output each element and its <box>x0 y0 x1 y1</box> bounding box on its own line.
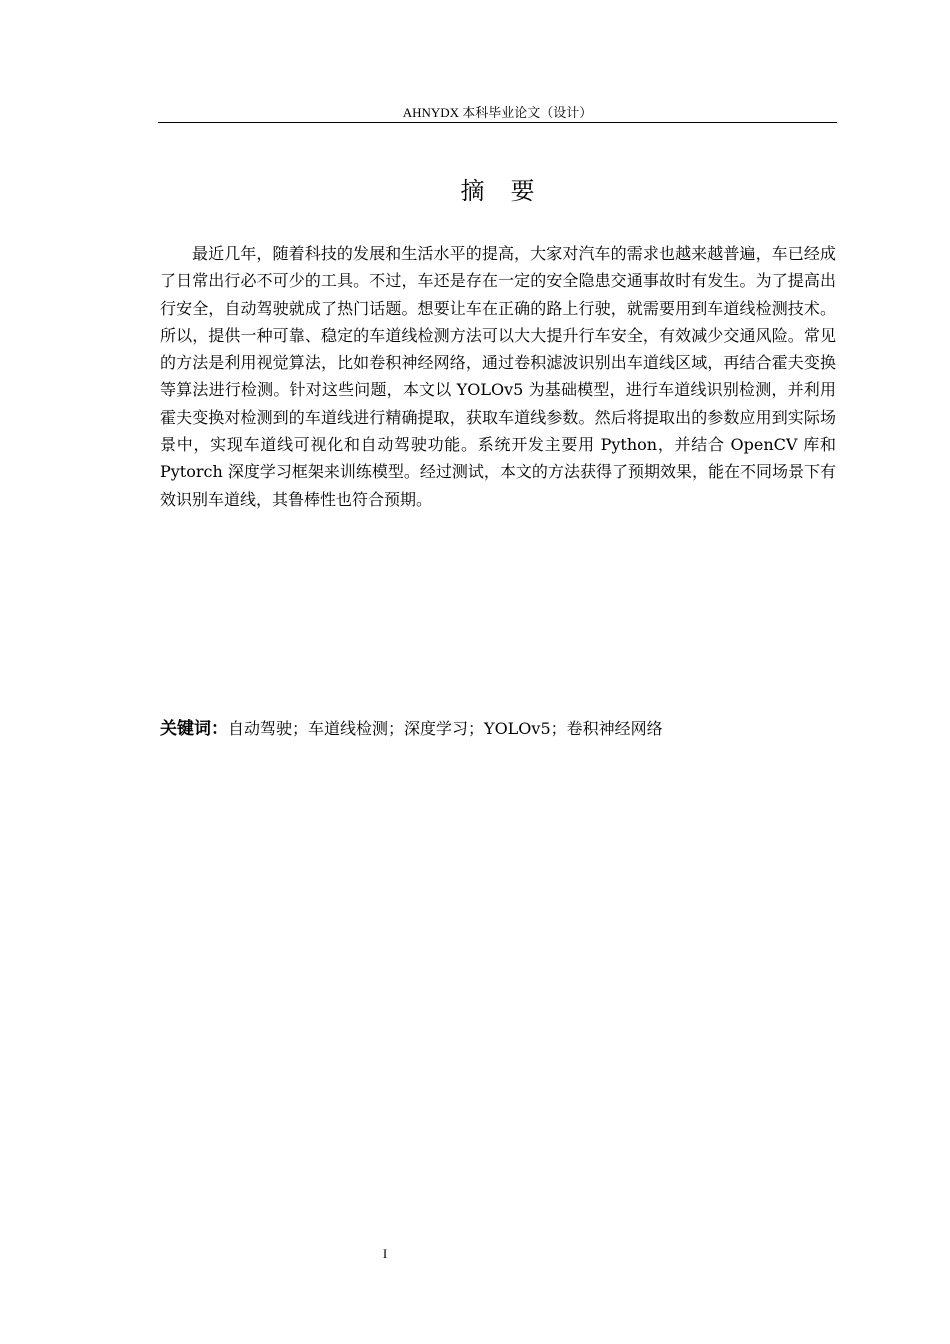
page-number: I <box>382 1246 388 1261</box>
keywords-line <box>160 717 836 741</box>
keywords-label: 关键词： <box>160 719 228 739</box>
header-divider <box>158 122 837 123</box>
abstract-title: 摘要 <box>460 177 561 205</box>
keywords-text: 自动驾驶；车道线检测；深度学习；YOLOv5；卷积神经网络 <box>228 719 663 738</box>
abstract-body: 最近几年，随着科技的发展和生活水平的提高，大家对汽车的需求也越来越普遍，车已经成了日常出行必不可少的工具。不过，车还是存在一定的安全隐患交通事故时有发生。为了提高出行安全，自动驾驶就成了热门话题。想要让车在正确的路上行驶，就需要用到车道线检测技术。所以，提供一种可靠、稳定的车道线检测方法可以大大提升行车安全，有效减少交通风险。常见的方法是利用视觉算法，比如卷积神经网络，通过卷积滤波识别出车道线区域，再结合霍夫变换等算法进行检测。针对这些问题，本文以 YOLOv5 为基础模型，进行车道线识别检测，并利用霍夫变换对检测到的车道线进行精确提取，获取车道线参数。然后将提取出的参数应用到实际场景中，实现车道线可视化和自动驾驶功能。系统开发主要用 Python，并结合 OpenCV 库和 Pytorch 深度学习框架来训练模型。经过测试，本文的方法获得了预期效果，能在不同场景下有效识别车道线，其鲁棒性也符合预期。 <box>160 244 836 509</box>
page-header: AHNYDX 本科毕业论文（设计） <box>402 105 593 120</box>
